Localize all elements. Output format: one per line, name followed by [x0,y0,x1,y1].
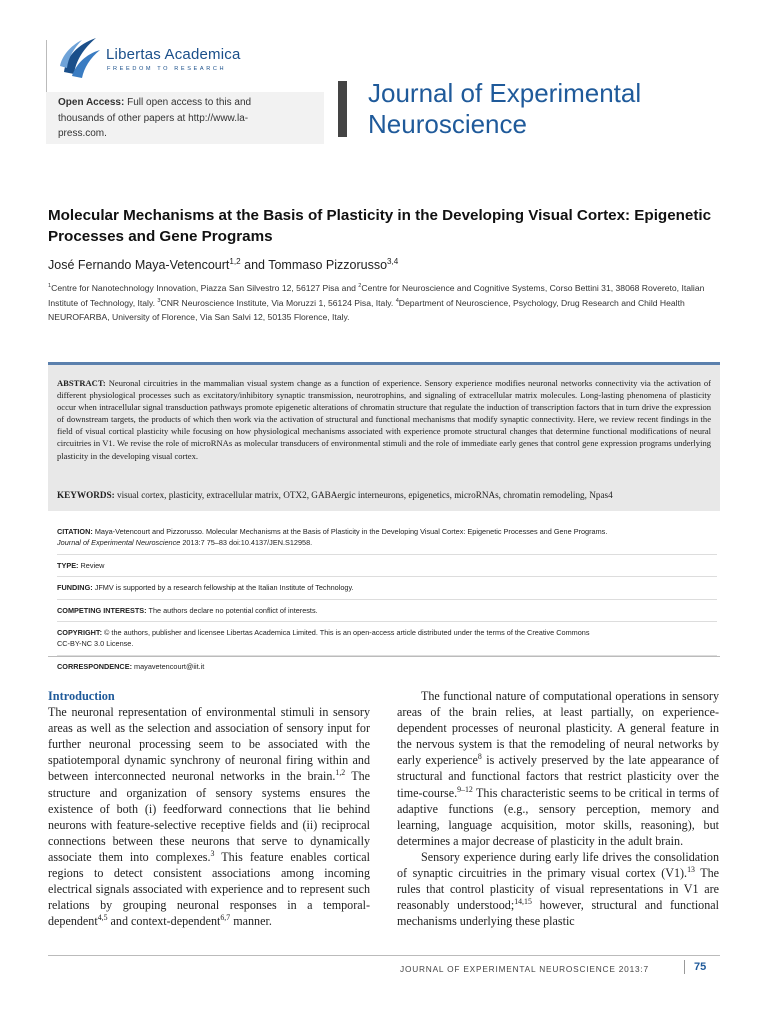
journal-title [368,78,748,140]
citation-text: Maya-Vetencourt and Pizzorusso. Molecular Mechanisms at the Basis of Plasticity in the Developing Visual Cortex: Epigenetic Processes and Gene Programs. [94,527,608,536]
text-run: This characteristic seems to be critical in terms of adaptive functions (e.g., sensory perception, memory and learning, language acquisition, motor skills, reasoning), but determines a major decrease of plasticity in the adult brain. [397,785,719,848]
keywords-text: visual cortex, plasticity, extracellular matrix, OTX2, GABAergic interneurons, epigenetics, microRNAs, chromatin remodeling, Npas4 [116,490,613,500]
meta-divider [57,616,717,623]
correspondence-email[interactable]: mayavetencourt@iit.it [134,661,205,671]
copyright-line [57,627,717,638]
journal-title-line2: Neuroscience [368,109,527,139]
author-and: and [244,258,265,272]
footer-journal-name: JOURNAL OF EXPERIMENTAL NEUROSCIENCE 2013:7 [400,964,649,974]
copyright-license: CC-BY-NC 3.0 License. [57,639,134,648]
affiliation-4: Department of Neuroscience, Psychology, Drug Research and Child Health NEUROFARBA, University of Florence, Via San Salvi 12, 50135 Florence, Italy. [48,297,685,322]
abstract-text: Neuronal circuitries in the mammalian visual system change as a function of experience. Sensory experience modifies neuronal networks connectivity via the activation of different physiological processes such as excitatory/inhibitory synaptic transmission, neurotrophins, and signaling of extracellular matrix molecules. Long-lasting phenomena of plasticity occur when intracellular signal transduction pathways promote epigenetic alterations of chromatin structure that regulate the induction of transcription factors that in turn drive the expression of downstream targets, the products of which then work via the activation of structural and functional mechanisms that modify synaptic connectivity. Here, we review recent findings in the field of visual cortical plasticity while focusing on how physiological mechanisms associated with experience promote structural changes that determine functional modifications of neural circuitries in V1. We revise the role of microRNAs as molecular transducers of environmental stimuli and the role of immediate early genes that control gene expression programs underlying plasticity in the developing visual cortex. [57,378,711,461]
author-1: José Fernando Maya-Vetencourt [48,258,230,272]
intro-paragraph-3 [397,849,719,929]
competing-label: COMPETING INTERESTS: [57,605,147,615]
keywords-label: KEYWORDS: [57,490,115,500]
author-2: Tommaso Pizzorusso [268,258,388,272]
competing-text: The authors declare no potential conflict of interests. [148,605,318,615]
copyright-label: COPYRIGHT: [57,628,102,637]
citation-ref[interactable]: 13 [687,865,695,874]
meta-divider [57,548,717,555]
meta-divider [57,649,717,656]
citation-ref[interactable]: 4,5 [97,913,108,923]
citation-ref[interactable]: 8 [477,752,482,762]
text-run: The functional nature of computational operations in sensory areas of the brain relies, at least partially, on experience-dependent processes of neuronal plasticity. A general feature in the nervous system is that the remodeling of neural networks by early experience [397,689,719,768]
copyright-text: © the authors, publisher and licensee Libertas Academica Limited. This is an open-access article distributed under the terms of the Creative Commons [104,628,590,637]
affil-marker-2: 2 [358,283,362,290]
footer-separator [684,960,685,974]
citation-ref[interactable]: 14,15 [514,897,532,907]
text-run: The neuronal representation of environmental stimuli in sensory areas as well as the selection and association of sensory input for further neuronal processing seem to be associated with the spatiotemporal dynamic synchrony of neuronal firing within and between interconnected neuronal networks in the brain. [48,705,370,784]
logo-divider [46,40,47,92]
abstract [57,377,711,462]
author-1-affil: 1,2 [229,256,241,266]
affiliation-3: CNR Neuroscience Institute, Via Moruzzi 1, 56124 Pisa, Italy. [160,297,394,308]
citation-ref[interactable]: 3 [210,848,215,858]
intro-paragraph-2 [397,688,719,849]
publisher-tagline: FREEDOM TO RESEARCH [107,66,227,72]
affil-marker-1: 1 [48,283,52,290]
text-run: The rules that control plasticity of visual representations in V1 are reasonably understood; [397,866,720,913]
body-column-right [397,688,719,929]
intro-paragraph-1 [48,704,370,929]
citation-line-2 [57,537,717,548]
funding-text: JFMV is supported by a research fellowship at the Italian Institute of Technology. [94,583,354,592]
text-run: however, structural and functional mechanisms underlying these plastic [397,898,719,929]
author-list [48,258,728,272]
section-heading-introduction: Introduction [48,689,115,703]
text-run: Sensory experience during early life drives the consolidation of synaptic circuitries in the primary visual cortex (V1). [397,849,719,881]
copyright-line-2 [57,638,717,649]
citation-rest: 2013:7 75–83 doi:10.4137/JEN.S12958. [182,538,313,547]
libertas-logo-icon [56,32,104,82]
funding-line [57,582,717,593]
meta-divider [57,571,717,578]
correspondence-label: CORRESPONDENCE: [57,661,133,671]
text-run: This feature enables cortical regions to detect consistent associations among incoming electrical signals associated with experience and to represent such relations by grouping neuronal responses in a temporal-dependent [48,849,370,929]
citation-line [57,526,717,537]
affil-marker-3: 3 [157,297,161,304]
text-run: and context-dependent [107,914,221,929]
affiliation-2: Centre for Neuroscience and Cognitive Systems, Corso Bettini 31, 38068 Rovereto, Italian Institute of Technology, Italy. [48,283,705,308]
journal-title-bar [338,81,347,137]
citation-journal: Journal of Experimental Neuroscience [57,538,181,547]
metadata-bottom-rule [48,656,720,657]
author-2-affil: 3,4 [387,256,399,266]
footer-rule [48,955,720,956]
abstract-label: ABSTRACT: [57,378,106,388]
open-access-text: Full open access to this and thousands of other papers at http://www.la-press.com. [58,97,252,139]
type-text: Review [80,560,105,570]
page-number: 75 [694,961,707,973]
open-access-label: Open Access: [58,97,125,108]
text-run: The structure and organization of sensory systems ensures the existence of both (i) feedforward connections that lie behind neurons with feature-selective receptive fields and (ii) reciprocal connections between these neurons that serve to dynamically associate them into complexes. [48,769,371,864]
citation-ref[interactable]: 9–12 [457,784,473,794]
open-access-notice [58,95,278,142]
correspondence-line [57,661,717,672]
funding-label: FUNDING: [57,583,93,592]
citation-ref[interactable]: 1,2 [335,768,346,778]
affiliations [48,281,720,325]
text-run: is actively preserved by the late appearance of structural and functional factors that restrict plasticity over the time-course. [397,753,720,800]
meta-divider [57,593,717,600]
type-label: TYPE: [57,560,79,570]
affil-marker-4: 4 [395,297,399,304]
article-metadata [57,526,717,672]
article-title: Molecular Mechanisms at the Basis of Plasticity in the Developing Visual Cortex: Epigenetic Processes and Gene Programs [48,207,712,245]
body-column-left [48,688,370,929]
affiliation-1: Centre for Nanotechnology Innovation, Piazza San Silvestro 12, 56127 Pisa and [51,283,356,293]
citation-ref[interactable]: 6,7 [220,913,231,923]
text-run: manner. [230,914,272,929]
publisher-name: Libertas Academica [106,46,241,63]
competing-line [57,605,717,616]
citation-label: CITATION: [57,527,93,536]
type-line [57,560,717,571]
journal-title-line1: Journal of Experimental [368,78,642,108]
keywords [57,490,711,500]
